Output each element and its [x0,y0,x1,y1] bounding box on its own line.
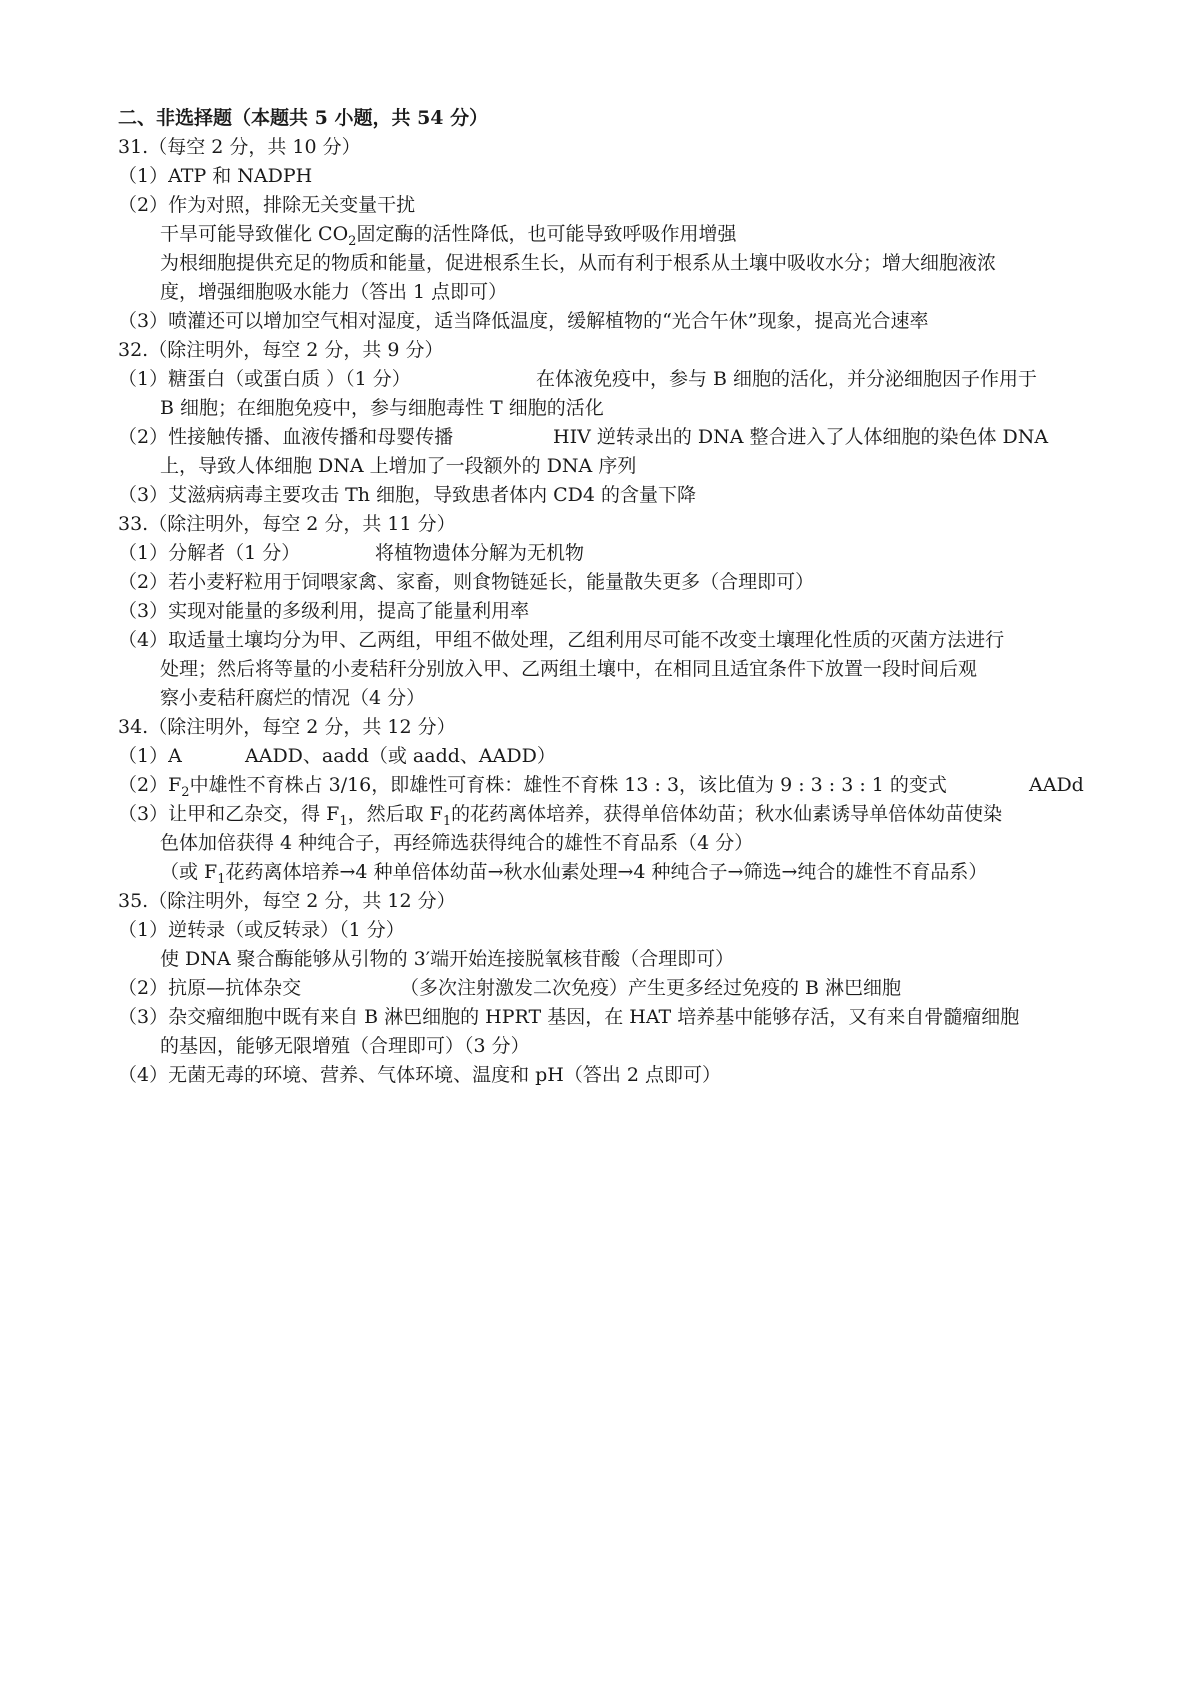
q34-a2-subscript: 2 [181,784,190,800]
q34-answer-1-right: AADD、aadd（或 aadd、AADD） [245,745,556,767]
q33-header: 33.（除注明外，每空 2 分，共 11 分） [118,513,456,535]
q31-answer-1: （1）ATP 和 NADPH [118,165,313,187]
q34-answer-2 [118,771,947,799]
q33-answer-4-line-2: 处理；然后将等量的小麦秸秆分别放入甲、乙两组土壤中，在相同且适宜条件下放置一段时间后观 [160,658,978,680]
q32-answer-3: （3）艾滋病病毒主要攻击 Th 细胞，导致患者体内 CD4 的含量下降 [118,484,697,506]
section-heading: 二、非选择题（本题共 5 小题，共 54 分） [118,107,489,129]
q32-answer-2-right: HIV 逆转录出的 DNA 整合进入了人体细胞的染色体 DNA [553,426,1049,448]
q31-answer-3: （3）喷灌还可以增加空气相对湿度，适当降低温度，缓解植物的“光合午休”现象，提高光合速率 [118,310,929,332]
q35-answer-1-line-1: （1）逆转录（或反转录）（1 分） [118,919,405,941]
q32-answer-2-cont: 上，导致人体细胞 DNA 上增加了一段额外的 DNA 序列 [160,455,637,477]
q34-header: 34.（除注明外，每空 2 分，共 12 分） [118,716,456,738]
q32-answer-1-cont: B 细胞；在细胞免疫中，参与细胞毒性 T 细胞的活化 [160,397,604,419]
q34-a3-text-c: 的花药离体培养，获得单倍体幼苗；秋水仙素诱导单倍体幼苗使染 [451,803,1003,825]
q31-a2-text-b: 固定酶的活性降低，也可能导致呼吸作用增强 [356,223,737,245]
q33-answer-2: （2）若小麦籽粒用于饲喂家禽、家畜，则食物链延长，能量散失更多（合理即可） [118,571,815,593]
q34-answer-3-line-1 [118,800,1002,828]
q33-answer-4-line-1: （4）取适量土壤均分为甲、乙两组，甲组不做处理，乙组利用尽可能不改变土壤理化性质的灭菌方法进行 [118,629,1005,651]
q33-answer-1-right: 将植物遗体分解为无机物 [375,542,585,564]
q34-answer-1-left: （1）A [118,745,182,767]
q35-answer-1-line-2: 使 DNA 聚合酶能够从引物的 3′端开始连接脱氧核苷酸（合理即可） [160,948,735,970]
q32-header: 32.（除注明外，每空 2 分，共 9 分） [118,339,444,361]
q31-answer-2-line-1: （2）作为对照，排除无关变量干扰 [118,194,416,216]
q34-a2-text-a: （2）F [118,774,182,796]
q33-answer-4-line-3: 察小麦秸秆腐烂的情况（4 分） [160,687,426,709]
q35-header: 35.（除注明外，每空 2 分，共 12 分） [118,890,456,912]
q31-answer-2-line-4: 度，增强细胞吸水能力（答出 1 点即可） [160,281,508,303]
q33-answer-1-left: （1）分解者（1 分） [118,542,301,564]
q34-a3-text-b: ，然后取 F [347,803,443,825]
q33-answer-3: （3）实现对能量的多级利用，提高了能量利用率 [118,600,530,622]
q34-a3-alt-text-a: （或 F [160,861,218,883]
q31-answer-2-line-2 [160,220,736,248]
q34-answer-3-line-3 [160,858,987,886]
q31-a2-subscript: 2 [348,233,357,249]
q34-a3-subscript-2: 1 [442,813,452,829]
q32-answer-1-left: （1）糖蛋白（或蛋白质 ）（1 分） [118,368,411,390]
q34-answer-2-right: AADd [1029,774,1084,796]
q35-answer-3-line-1: （3）杂交瘤细胞中既有来自 B 淋巴细胞的 HPRT 基因，在 HAT 培养基中能够存活，又有来自骨髓瘤细胞 [118,1006,1020,1028]
q34-answer-3-line-2: 色体加倍获得 4 种纯合子，再经筛选获得纯合的雄性不育品系（4 分） [160,832,754,854]
q35-answer-2-left: （2）抗原—抗体杂交 [118,977,302,999]
q34-a3-subscript-1: 1 [339,813,348,829]
q32-answer-2-left: （2）性接触传播、血液传播和母婴传播 [118,426,454,448]
q31-header: 31.（每空 2 分，共 10 分） [118,136,361,158]
q31-answer-2-line-3: 为根细胞提供充足的物质和能量，促进根系生长，从而有利于根系从土壤中吸收水分；增大细胞液浓 [160,252,997,274]
q35-answer-3-line-2: 的基因，能够无限增殖（合理即可）（3 分） [160,1035,530,1057]
q35-answer-2-right: （多次注射激发二次免疫）产生更多经过免疫的 B 淋巴细胞 [400,977,902,999]
q32-answer-1-right: 在体液免疫中，参与 B 细胞的活化，并分泌细胞因子作用于 [536,368,1038,390]
q34-a2-text-b: 中雄性不育株占 3/16，即雄性可育株：雄性不育株 13 : 3，该比值为 9 : 3 : 3 : 1 的变式 [189,774,947,796]
q34-a3-alt-subscript: 1 [217,871,226,887]
q31-a2-text-a: 干旱可能导致催化 CO [160,223,349,245]
q35-answer-4: （4）无菌无毒的环境、营养、气体环境、温度和 pH（答出 2 点即可） [118,1064,722,1086]
q34-a3-alt-text-b: 花药离体培养→4 种单倍体幼苗→秋水仙素处理→4 种纯合子→筛选→纯合的雄性不育品系） [225,861,988,883]
q34-a3-text-a: （3）让甲和乙杂交，得 F [118,803,340,825]
